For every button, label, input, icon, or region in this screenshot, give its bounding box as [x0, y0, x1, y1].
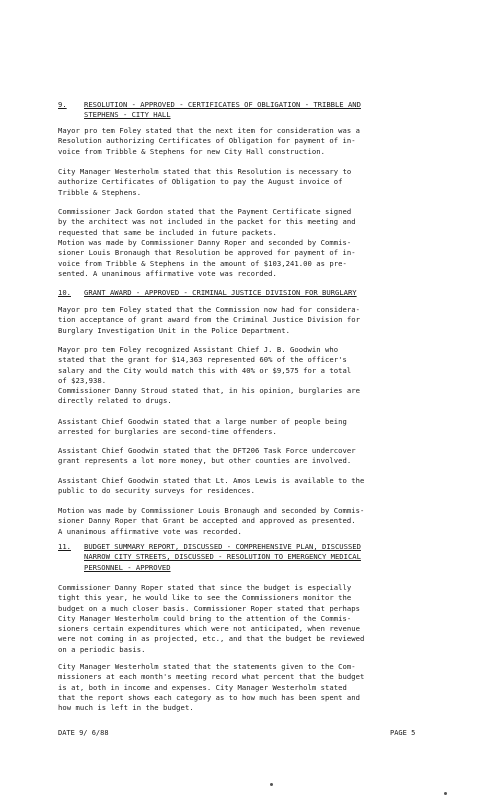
footer-date: DATE 9/ 6/88	[58, 729, 109, 737]
section-heading	[58, 100, 444, 121]
scan-speck	[270, 783, 273, 786]
paragraph: Mayor pro tem Foley stated that the Commission now had for considera- tion acceptance of grant award from the Criminal Justice Division for Burglary Investigation Unit in the Police Department.	[58, 305, 361, 335]
section-title: RESOLUTION - APPROVED - CERTIFICATES OF OBLIGATION - TRIBBLE AND STEPHENS - CITY HALL	[84, 100, 361, 120]
section-heading	[58, 542, 444, 573]
section-number: 11.	[58, 542, 71, 551]
scan-speck	[444, 792, 447, 795]
paragraph: Commissioner Jack Gordon stated that the Payment Certificate signed by the architect was not included in the packet for this meeting and requested that same be included in future packets.	[58, 207, 356, 237]
paragraph: Assistant Chief Goodwin stated that a large number of people being arrested for burglaries are second-time offenders.	[58, 417, 347, 437]
paragraph: Commissioner Danny Roper stated that since the budget is especially tight this year, he would like to see the Commissioners monitor the budget on a much closer basis. Commissioner Roper stated that perhaps City Manager Westerholm could bring to the attention of the Commis- sioners certain expenditures which were not anticipated, when revenue were not coming in as projected, etc., and that the budget be reviewed on a periodic basis.	[58, 583, 365, 654]
section-9	[58, 100, 444, 121]
section-title: BUDGET SUMMARY REPORT, DISCUSSED - COMPREHENSIVE PLAN, DISCUSSED NARROW CITY STREETS, DISCUSSED - RESOLUTION TO EMERGENCY MEDICAL PERSONNEL - APPROVED	[84, 542, 361, 572]
paragraph: Motion was made by Commissioner Louis Bronaugh and seconded by Commis- sioner Danny Roper that Grant be accepted and approved as presented. A unanimous affirmative vote was recorded.	[58, 506, 365, 536]
section-10	[58, 288, 444, 298]
paragraph: Assistant Chief Goodwin stated that Lt. Amos Lewis is available to the public to do security surveys for residences.	[58, 476, 365, 496]
paragraph: Commissioner Danny Stroud stated that, in his opinion, burglaries are directly related to drugs.	[58, 386, 361, 406]
section-heading	[58, 288, 444, 298]
paragraph: Motion was made by Commissioner Danny Roper and seconded by Commis- sioner Louis Bronaugh that Resolution be approved for payment of in- voice from Tribble & Stephens in the amount of $103,241.00 as pre- sented. A unanimous affirmative vote was recorded.	[58, 238, 356, 278]
section-11	[58, 542, 444, 573]
paragraph: Assistant Chief Goodwin stated that the DFT206 Task Force undercover grant represents a lot more money, but other counties are involved.	[58, 446, 356, 466]
footer-page-number: PAGE 5	[390, 729, 416, 737]
section-number: 9.	[58, 100, 67, 109]
section-number: 10.	[58, 288, 71, 297]
paragraph: Mayor pro tem Foley stated that the next item for consideration was a Resolution authorizing Certificates of Obligation for payment of in- voice from Tribble & Stephens for new City Hall construction.	[58, 126, 361, 156]
paragraph: City Manager Westerholm stated that this Resolution is necessary to authorize Certificates of Obligation to pay the August invoice of Tribble & Stephens.	[58, 167, 352, 197]
paragraph: Mayor pro tem Foley recognized Assistant Chief J. B. Goodwin who stated that the grant for $14,363 represented 60% of the officer's salary and the City would match this with 40% or $9,575 for a total of $23,938.	[58, 345, 352, 385]
paragraph: City Manager Westerholm stated that the statements given to the Com- missioners at each month's meeting record what percent that the budget is at, both in income and expenses. City Manager Westerholm stated that the report shows each category as to how much has been spent and how much is left in the budget.	[58, 662, 365, 713]
section-title: GRANT AWARD - APPROVED - CRIMINAL JUSTICE DIVISION FOR BURGLARY	[84, 288, 357, 297]
